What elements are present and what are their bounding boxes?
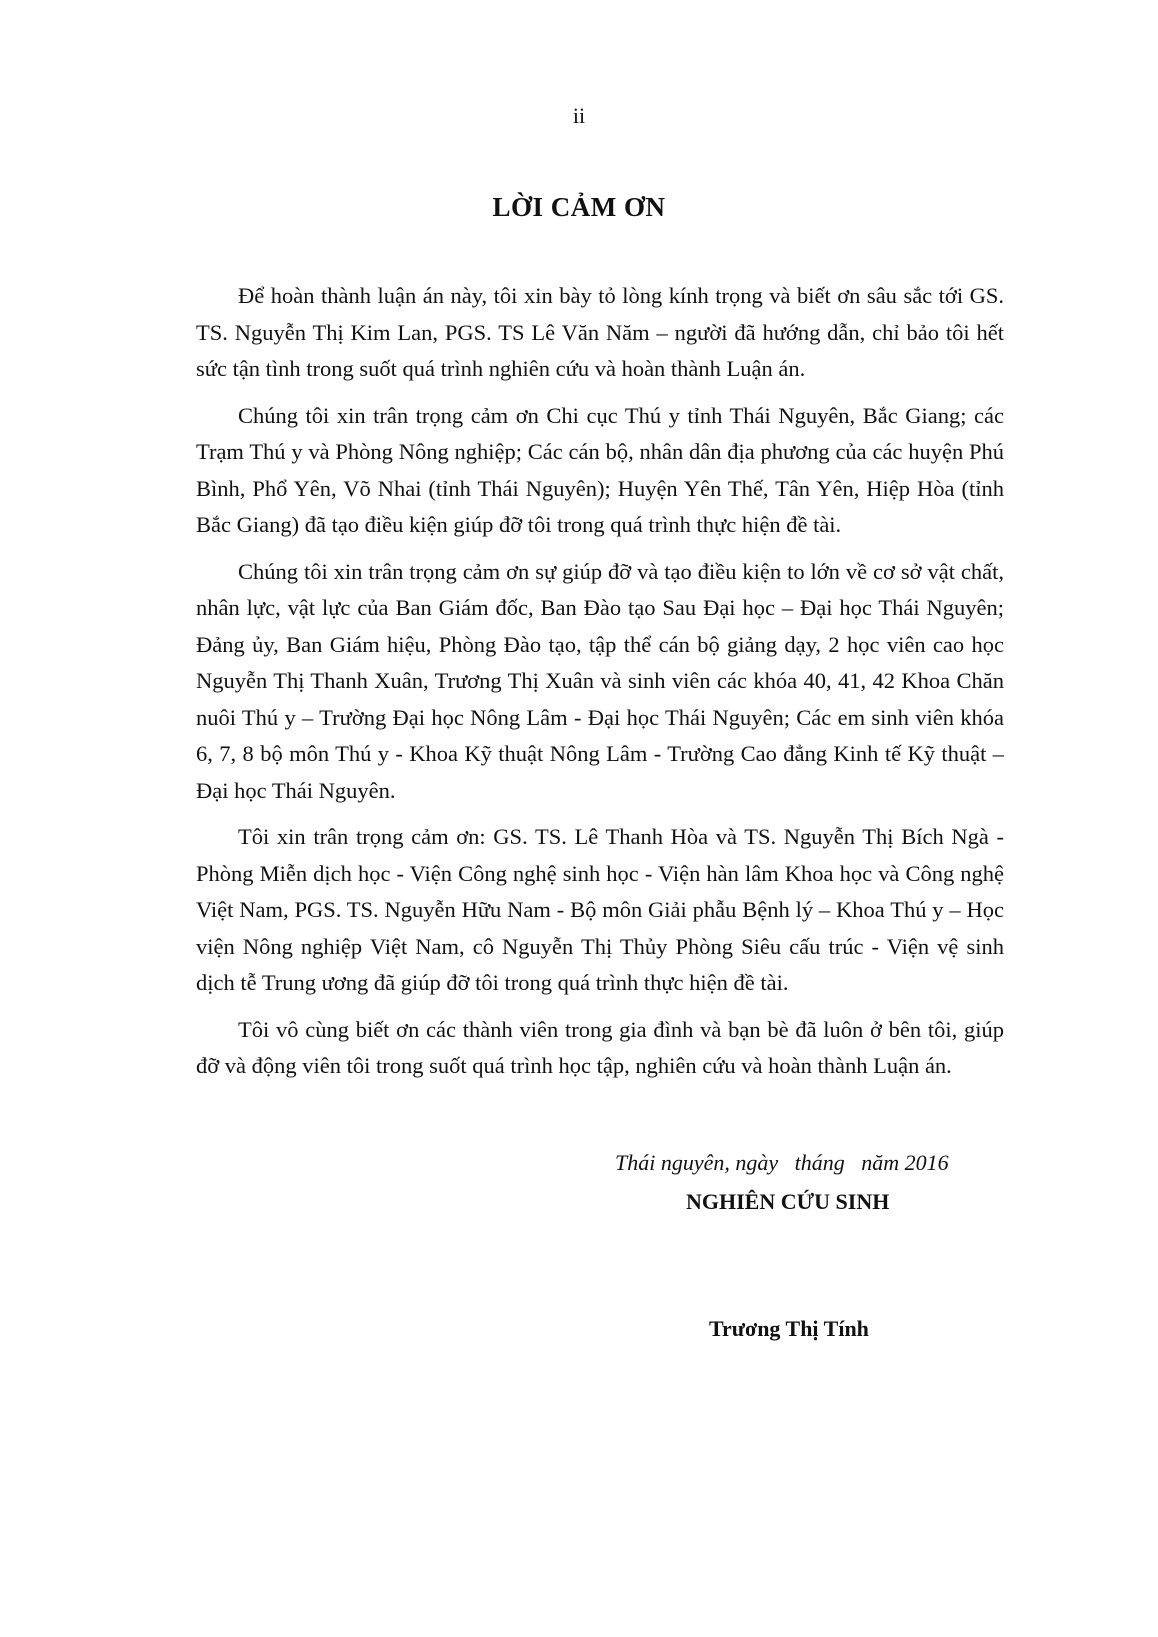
- page-number: ii: [572, 103, 586, 128]
- paragraph-2: Chúng tôi xin trân trọng cảm ơn Chi cục Thú y tỉnh Thái Nguyên, Bắc Giang; các Trạm Thú y và Phòng Nông nghiệp; Các cán bộ, nhân dân địa phương của các huyện Phú Bình, Phổ Yên, Võ Nhai (tỉnh Thái Nguyên); Huyện Yên Thế, Tân Yên, Hiệp Hòa (tỉnh Bắc Giang) đã tạo điều kiện giúp đỡ tôi trong quá trình thực hiện đề tài.: [196, 402, 1004, 537]
- paragraph-1: Để hoàn thành luận án này, tôi xin bày tỏ lòng kính trọng và biết ơn sâu sắc tới GS. TS. Nguyễn Thị Kim Lan, PGS. TS Lê Văn Năm – người đã hướng dẫn, chỉ bảo tôi hết sức tận tình trong suốt quá trình nghiên cứu và hoàn thành Luận án.: [196, 283, 1004, 381]
- paragraph-5: Tôi vô cùng biết ơn các thành viên trong gia đình và bạn bè đã luôn ở bên tôi, giúp đỡ và động viên tôi trong suốt quá trình học tập, nghiên cứu và hoàn thành Luận án.: [196, 1016, 1004, 1078]
- signature-role: NGHIÊN CỨU SINH: [686, 1189, 890, 1214]
- paragraph-3: Chúng tôi xin trân trọng cảm ơn sự giúp đỡ và tạo điều kiện to lớn về cơ sở vật chất, nhân lực, vật lực của Ban Giám đốc, Ban Đào tạo Sau Đại học – Đại học Thái Nguyên; Đảng ủy, Ban Giám hiệu, Phòng Đào tạo, tập thể cán bộ giảng dạy, 2 học viên cao học Nguyễn Thị Thanh Xuân, Trương Thị Xuân và sinh viên các khóa 40, 41, 42 Khoa Chăn nuôi Thú y – Trường Đại học Nông Lâm - Đại học Thái Nguyên; Các em sinh viên khóa 6, 7, 8 bộ môn Thú y - Khoa Kỹ thuật Nông Lâm - Trường Cao đẳng Kinh tế Kỹ thuật – Đại học Thái Nguyên.: [196, 558, 1004, 803]
- page-title: LỜI CẢM ƠN: [492, 192, 666, 222]
- signature-date: Thái nguyên, ngày tháng năm 2016: [615, 1150, 949, 1175]
- signature-name: Trương Thị Tính: [709, 1316, 869, 1341]
- paragraph-4: Tôi xin trân trọng cảm ơn: GS. TS. Lê Thanh Hòa và TS. Nguyễn Thị Bích Ngà - Phòng Miễn dịch học - Viện Công nghệ sinh học - Viện hàn lâm Khoa học và Công nghệ Việt Nam, PGS. TS. Nguyễn Hữu Nam - Bộ môn Giải phẫu Bệnh lý – Khoa Thú y – Học viện Nông nghiệp Việt Nam, cô Nguyễn Thị Thủy Phòng Siêu cấu trúc - Viện vệ sinh dịch tễ Trung ương đã giúp đỡ tôi trong quá trình thực hiện đề tài.: [196, 824, 1004, 995]
- acknowledgement-body: [196, 278, 1004, 1095]
